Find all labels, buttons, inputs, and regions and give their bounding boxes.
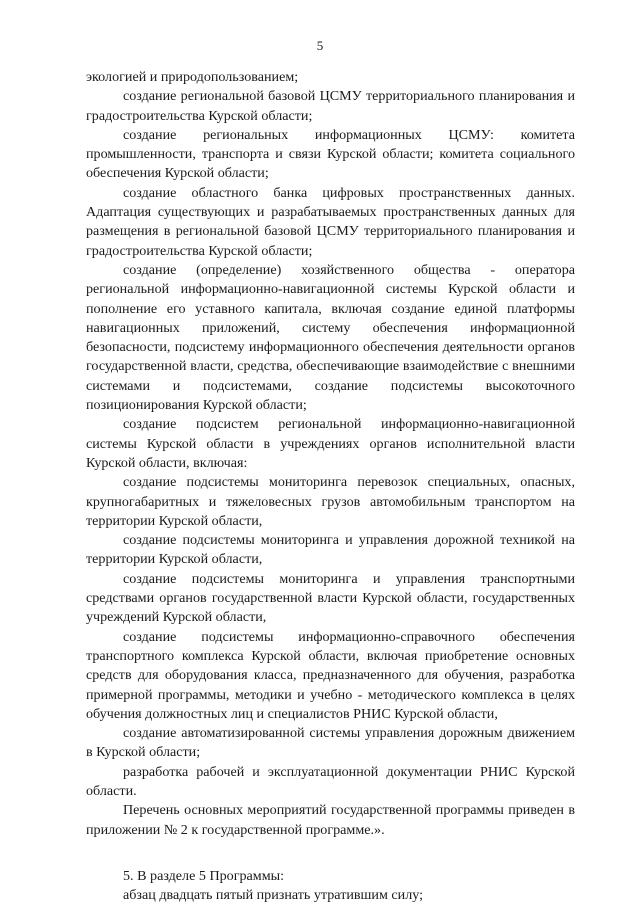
paragraph-5: создание (определение) хозяйственного общества - оператора региональной информационно-навигационной системы Курской области и пополнение его уставного капитала, включая создание единой платформы навигационных приложений, систему обеспечения информационной безопасности, подсистему информационного обеспечения деятельности органов государственной власти, средства, обеспечивающие взаимодействие с внешними системами и подсистемами, создание подсистемы высокоточного позиционирования Курской области; [86,261,575,414]
paragraph-4: создание областного банка цифровых пространственных данных. Адаптация существующих и разрабатываемых пространственных данных для размещения в региональной базовой ЦСМУ территориального планирования и градостроительства Курской области; [86,184,575,259]
paragraph-8: создание подсистемы мониторинга и управления дорожной техникой на территории Курской области, [86,532,575,568]
paragraph-9: создание подсистемы мониторинга и управления транспортными средствами органов государственной власти Курской области, государственных учреждений Курской области, [86,570,575,626]
paragraph-gap [86,840,575,867]
paragraph-3: создание региональных информационных ЦСМУ: комитета промышленности, транспорта и связи Курской области; комитета социального обеспечения Курской области; [86,126,575,182]
paragraph-1: экологией и природопользованием; [86,69,299,85]
section-heading: 5. В разделе 5 Программы: [123,867,285,884]
paragraph-2: создание региональной базовой ЦСМУ территориального планирования и градостроительства Курской области; [86,88,575,124]
paragraph-7: создание подсистемы мониторинга перевозок специальных, опасных, крупногабаритных и тяжеловесных грузов автомобильным транспортом на территории Курской области, [86,474,575,529]
paragraph-11: создание автоматизированной системы управления дорожным движением в Курской области; [86,725,575,761]
paragraph-15: абзац двадцать пятый признать утратившим силу; [123,887,424,904]
paragraph-10: создание подсистемы информационно-справочного обеспечения транспортного комплекса Курской области, включая приобретение основных средств для оборудования класса, предназначенного для обучения, разработка примерной программы, методики и учебно - методического комплекса в целях обучения должностных лиц и специалистов РНИС Курской области, [86,628,575,722]
document-body [86,68,575,905]
paragraph-12: разработка рабочей и эксплуатационной документации РНИС Курской области. [86,763,575,799]
page-number: 5 [316,38,324,53]
paragraph-6: создание подсистем региональной информационно-навигационной системы Курской области в учреждениях органов исполнительной власти Курской области, включая: [86,416,575,471]
paragraph-13: Перечень основных мероприятий государственной программы приведен в приложении № 2 к государственной программе.». [86,802,575,838]
